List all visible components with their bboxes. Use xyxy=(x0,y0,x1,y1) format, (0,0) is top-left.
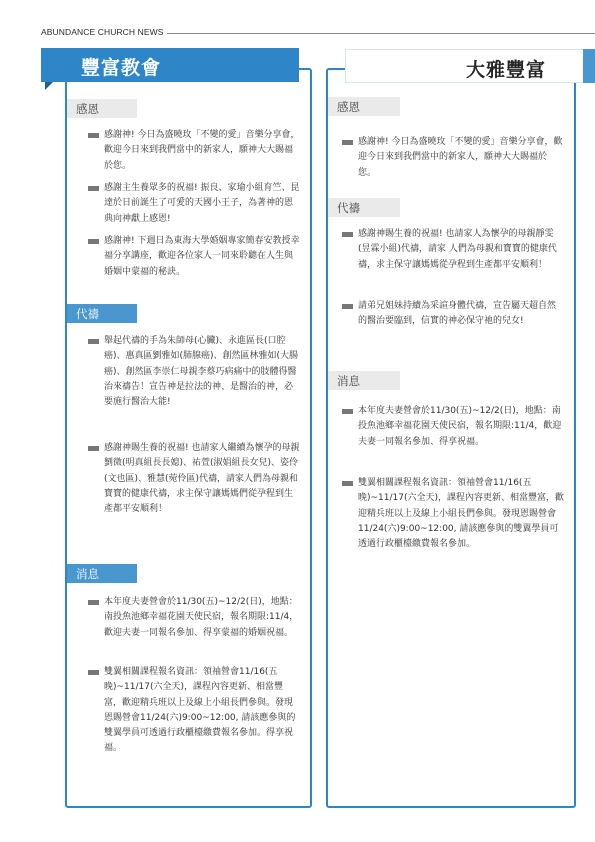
bullet-icon xyxy=(88,339,99,344)
section-title: 代禱 xyxy=(76,307,99,321)
section-header-prayer xyxy=(328,198,400,217)
section-title: 消息 xyxy=(337,374,360,388)
list-item: 感謝神! 今日為盛曉玫「不變的愛」音樂分享會，歡迎今日來到我們當中的新家人，願神大大賜福於您。 xyxy=(88,128,300,174)
list-item: 雙翼相關課程報名資訊：領袖營會11/16(五晚)~11/17(六全天)，課程內容更新、相當豐富，歡迎精兵班以上及線上小組長們參與。發現恩賜營會11/24(六)9:00~12:00, 請該應參與的雙翼學員可透過行政櫃檯繳費報名參加。 xyxy=(342,476,564,552)
bullet-icon xyxy=(342,409,353,414)
left-banner xyxy=(41,48,299,82)
bullet-icon xyxy=(342,481,353,486)
left-column-title: 豐富教會 xyxy=(81,57,162,79)
list-item: 舉起代禱的手為朱師母(心臟)、永進區長(口腔癌)、惠真區劉雅如(肺腺癌)、創然區林雅如(大腸癌)、創然區李崇仁母親李蔡巧病痛中的肢體得醫治來禱告！宣告神是拉法的神、是醫治的神，必要施行醫治大能! xyxy=(88,334,300,410)
bullet-icon xyxy=(342,140,353,145)
list-item: 請弟兄姐妹持續為采諠身體代禱，宣告屬天超自然的醫治要臨到，信實的神必保守祂的兒女! xyxy=(342,299,564,330)
banner-fold xyxy=(45,82,53,90)
section-title: 感恩 xyxy=(76,102,99,116)
bullet-icon xyxy=(88,670,99,675)
right-banner xyxy=(345,49,595,83)
section-header-thanks xyxy=(328,97,400,116)
section-title: 代禱 xyxy=(337,201,360,215)
section-header-news xyxy=(67,564,137,583)
bullet-icon xyxy=(342,232,353,237)
list-item: 本年度夫妻營會於11/30(五)~12/2(日)，地點：南投魚池鄉幸福花園天使民宿，報名期限:11/4，歡迎夫妻一同報名參加、得享祝福。 xyxy=(342,404,564,450)
section-header-thanks xyxy=(67,99,137,118)
section-header-prayer xyxy=(67,304,137,323)
header-rule xyxy=(167,33,595,34)
list-item: 感謝神賜生養的祝福! 也請家人為懷孕的母親靜雯(昱霖小組)代禱，請家 人們為母親和寶寶的健康代禱，求主保守讓媽媽從孕程到生產都平安順利！ xyxy=(342,227,564,273)
bullet-icon xyxy=(88,133,99,138)
list-item: 感謝神! 今日為盛曉玫「不變的愛」音樂分享會，歡迎今日來到我們當中的新家人，願神大大賜福於您。 xyxy=(342,135,564,181)
bullet-icon xyxy=(88,239,99,244)
newsletter-label: ABUNDANCE CHURCH NEWS xyxy=(41,27,164,37)
section-header-news xyxy=(328,371,400,390)
right-banner-accent xyxy=(583,49,595,83)
right-column-title: 大雅豐富 xyxy=(466,59,547,81)
bullet-icon xyxy=(88,446,99,451)
bullet-icon xyxy=(88,600,99,605)
section-title: 消息 xyxy=(76,567,99,581)
bullet-icon xyxy=(342,304,353,309)
list-item: 雙翼相關課程報名資訊：領袖營會11/16(五晚)~11/17(六全天)，課程內容更新、相當豐富，歡迎精兵班以上及線上小組長們參與。發現恩賜營會11/24(六)9:00~12:00, 請該應參與的雙翼學員可透過行政櫃檯繳費報名參加。得享祝福。 xyxy=(88,665,300,757)
section-title: 感恩 xyxy=(337,100,360,114)
list-item: 本年度夫妻營會於11/30(五)~12/2(日)，地點：南投魚池鄉幸福花園天使民宿，報名期限:11/4，歡迎夫妻一同報名參加、得享蒙福的婚姻祝福。 xyxy=(88,595,300,641)
list-item: 感謝主生養眾多的祝福! 振良、家瑜小組育竺、昆達於日前誕生了可愛的天國小王子，為著神的恩典向神獻上感恩! xyxy=(88,181,300,227)
bullet-icon xyxy=(88,186,99,191)
list-item: 感謝神賜生養的祝福! 也請家人繼續為懷孕的母親劉微(明真組長長媳)、祐萱(淑娟組長女兒)、姿伶(文也區)、雅慧(菀伶區)代禱，請家人們為母親和寶寶的健康代禱，求主保守讓媽媽們從孕程到生產都平安順利！ xyxy=(88,441,300,517)
list-item: 感謝神! 下週日為東海大學婚姻專家簡春安教授幸福分享講座，歡迎各位家人一同來聆聽在人生與婚姻中蒙福的秘訣。 xyxy=(88,234,300,280)
